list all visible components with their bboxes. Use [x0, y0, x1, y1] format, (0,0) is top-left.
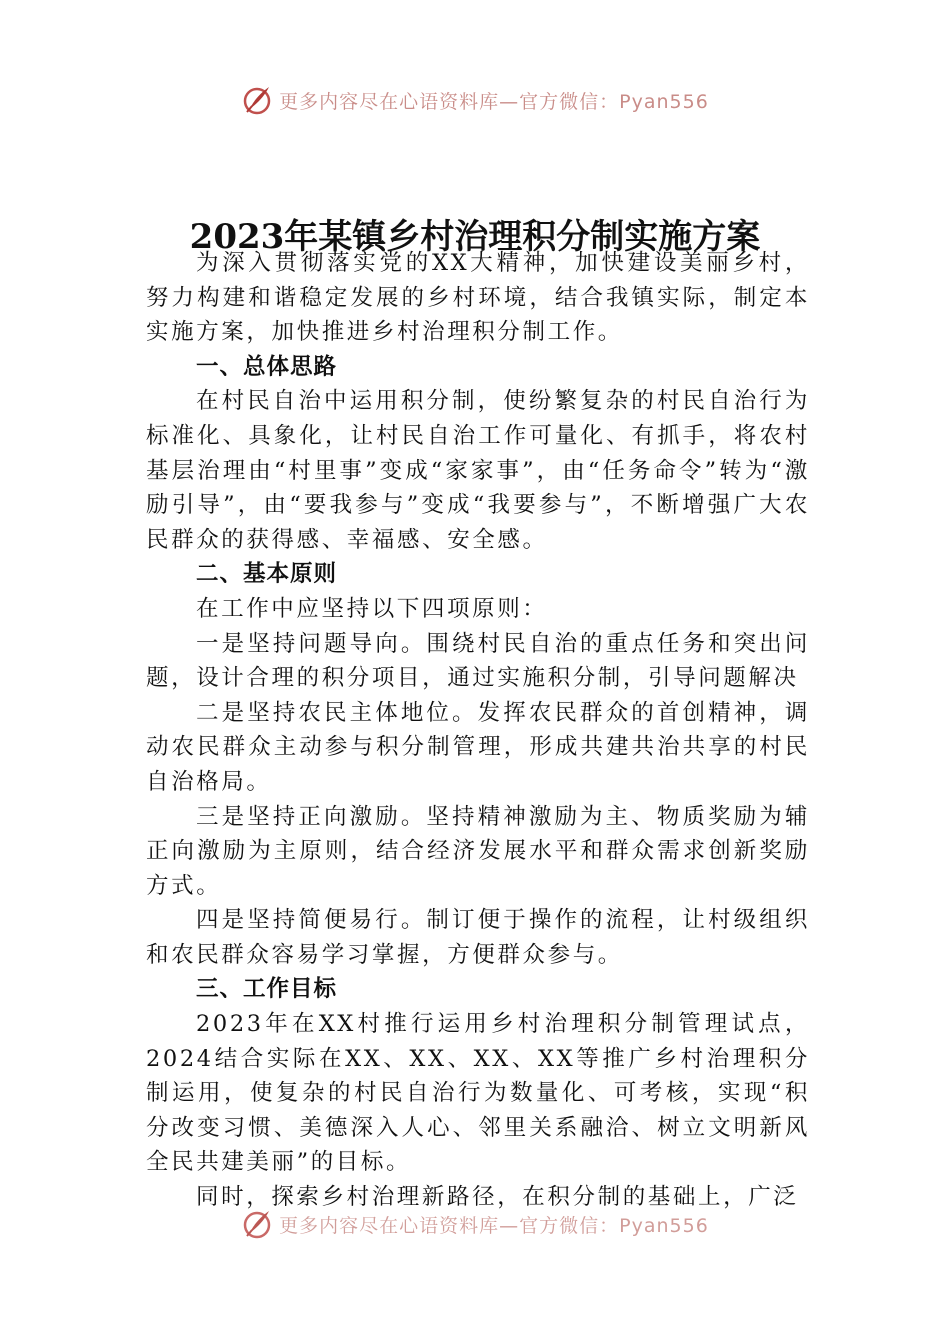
paragraph: 在工作中应坚持以下四项原则：	[196, 595, 548, 622]
intro-paragraph: 为深入贯彻落实党的XX大精神，加快建设美丽乡村，努力构建和谐稳定发展的乡村环境，结合我镇实际，制定本实施方案，加快推进乡村治理积分制工作。	[146, 250, 810, 346]
paragraph: 一是坚持问题导向。围绕村民自治的重点任务和突出问题，设计合理的积分项目，通过实施积分制，引导问题解决	[146, 630, 810, 692]
section-heading-overall-approach: 一、总体思路	[196, 353, 338, 380]
section-heading-basic-principles: 二、基本原则	[196, 561, 338, 588]
section-heading-work-goals: 三、工作目标	[196, 976, 338, 1003]
paragraph: 三是坚持正向激励。坚持精神激励为主、物质奖励为辅正向激励为主原则，结合经济发展水平和群众需求创新奖励方式。	[146, 803, 810, 899]
paragraph: 2023年在XX村推行运用乡村治理积分制管理试点，2024结合实际在XX、XX、XX、XX等推广乡村治理积分制运用，使复杂的村民自治行为数量化、可考核，实现“积分改变习惯、美德深入人心、邻里关系融洽、树立文明新风全民共建美丽”的目标。	[146, 1011, 810, 1176]
paragraph: 在村民自治中运用积分制，使纷繁复杂的村民自治行为标准化、具象化，让村民自治工作可量化、有抓手，将农村基层治理由“村里事”变成“家家事”，由“任务命令”转为“激励引导”，由“要我参与”变成“我要参与”，不断增强广大农民群众的获得感、幸福感、安全感。	[146, 388, 810, 553]
watermark-header	[0, 84, 950, 116]
watermark-text: 更多内容尽在心语资料库—官方微信：Pyan556	[279, 1214, 709, 1237]
quill-logo-icon	[241, 1208, 273, 1240]
paragraph: 四是坚持简便易行。制订便于操作的流程，让村级组织和农民群众容易学习掌握，方便群众参与。	[146, 907, 810, 968]
document-body	[146, 246, 810, 1215]
paragraph: 二是坚持农民主体地位。发挥农民群众的首创精神，调动农民群众主动参与积分制管理，形成共建共治共享的村民自治格局。	[146, 699, 810, 795]
document-title: 2023年某镇乡村治理积分制实施方案	[189, 216, 761, 257]
paragraph: 同时，探索乡村治理新路径，在积分制的基础上，广泛	[196, 1184, 799, 1211]
quill-logo-icon	[241, 84, 273, 116]
watermark-footer	[0, 1208, 950, 1240]
watermark-text: 更多内容尽在心语资料库—官方微信：Pyan556	[279, 90, 709, 113]
